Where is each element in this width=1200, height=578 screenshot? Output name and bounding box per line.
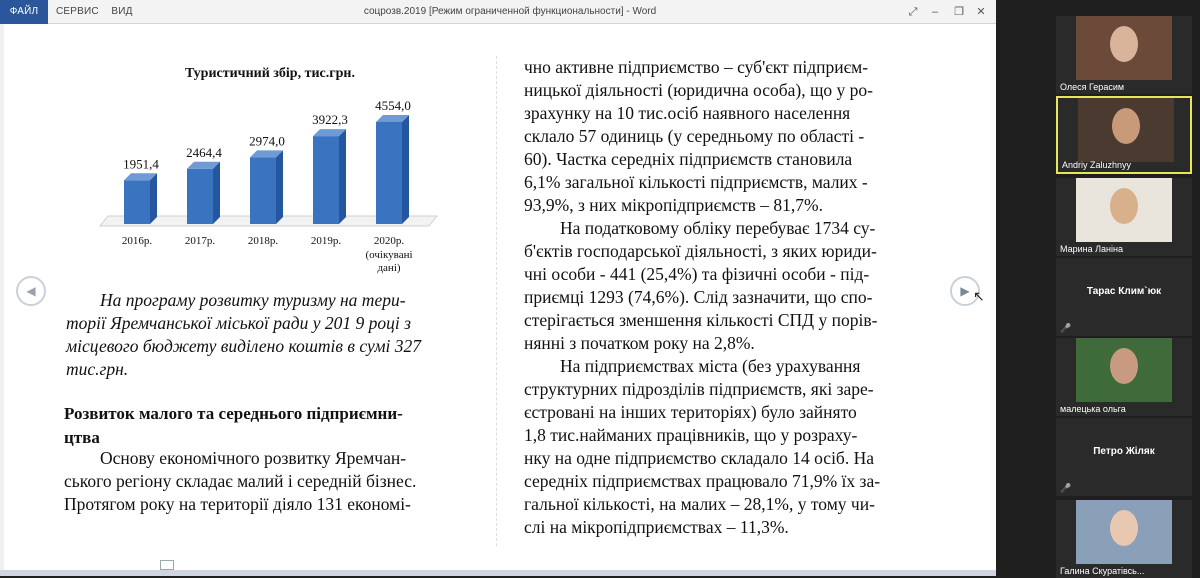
chart-category-label: 2019р. [310,235,342,247]
menu-file[interactable]: ФАЙЛ [0,0,48,24]
participant-name: малецька ольга [1060,404,1126,414]
body-line: середніх підприємствах працювало 71,9% їх за- [524,471,881,491]
chart-value-label: 4554,0 [375,97,411,113]
chart-value-label: 1951,4 [123,156,159,172]
participant-tile[interactable] [1056,16,1192,94]
chart-category-label: 2020р. [373,235,405,247]
chart-value-label: 2974,0 [249,133,285,149]
menu-service[interactable]: СЕРВИС [56,6,99,17]
body-line: слі на мікропідприємствах – 11,3%. [524,517,789,537]
italic-paragraph [66,289,476,381]
body-line: структурних підрозділів підприємств, які заре- [524,379,874,399]
participants-panel [996,0,1200,576]
body-line: На податковому обліку перебуває 1734 су- [560,218,876,238]
body-line: Протягом року на території діяло 131 економі- [64,494,411,514]
participant-name: Галина Скуратівсь... [1060,566,1145,576]
participant-name: Марина Ланіна [1060,244,1123,254]
right-body-text [524,56,936,539]
page-divider [496,56,497,546]
participant-tile[interactable] [1056,500,1192,578]
body-line: чно активне підприємство – суб'єкт підприєм- [524,57,869,77]
body-line: б'єктів господарської діяльності, з яких юриди- [524,241,877,261]
heading-line: Розвиток малого та середнього підприємни- [64,404,403,423]
body-line: приємці 1293 (74,6%). Слід зазначити, що спо- [524,287,873,307]
participant-face [1110,26,1138,62]
page-indicator-icon [160,560,174,570]
participant-video [1076,500,1172,564]
mic-muted-icon: 🎤 [1060,483,1072,493]
mouse-cursor-icon: ↖ [973,288,985,304]
participant-tile[interactable] [1056,96,1192,174]
previous-page-icon[interactable]: ◀ [16,276,46,306]
close-icon[interactable]: ✕ [976,6,986,18]
body-line: чні особи - 441 (25,4%) та фізичні особи - під- [524,264,870,284]
menu-view[interactable]: ВИД [111,6,133,17]
heading-line: цтва [64,428,100,447]
body-line: зрахунку на 10 тис.осіб наявного населення [524,103,851,123]
participant-name: Тарас Клим`юк [1086,286,1162,297]
mic-muted-icon: 🎤 [1060,323,1072,333]
chart-bar [187,162,220,224]
participant-tile[interactable] [1056,178,1192,256]
italic-line: На програму розвитку туризму на тери- [100,290,406,310]
participant-face [1112,108,1140,144]
participant-name: Олеся Герасим [1060,82,1125,92]
italic-line: місцевого бюджету виділено коштів в сумі 327 [66,336,421,356]
body-line: 6,1% загальної кількості підприємств, малих - [524,172,868,192]
left-body-text [64,447,474,516]
body-line: На підприємствах міста (без урахування [560,356,861,376]
body-line: склало 57 одиниць (у середньому по області - [524,126,865,146]
chart-bar [124,173,157,224]
chart-category-label: 2016р. [121,235,153,247]
participant-tile[interactable] [1056,418,1192,496]
fullscreen-icon[interactable]: ⤢ [908,6,918,18]
document-title: соцрозв.2019 [Режим ограниченной функциональности] - Word [363,6,657,17]
italic-line: тис.грн. [66,359,129,379]
chart-category-note: (очікувані дані) [365,249,413,274]
body-line: Основу економічного розвитку Яремчан- [100,448,407,468]
participant-video [1076,178,1172,242]
menu-bar [0,0,996,24]
body-line: нянні з початком року на 2,8%. [524,333,755,353]
chart-value-label: 2464,4 [186,144,222,160]
chart-category-label: 2018р. [247,235,279,247]
body-line: 1,8 тис.найманих працівників, що у розраху- [524,425,858,445]
chart-category-label: 2017р. [184,235,216,247]
participant-tile[interactable] [1056,258,1192,336]
body-line: єстровані на інших територіях) було зайнято [524,402,857,422]
chart-bar [376,115,409,224]
participant-name: Andriy Zaluzhnyy [1062,160,1132,170]
bar-chart [90,80,450,280]
participant-tile[interactable] [1056,338,1192,416]
chart-title: Туристичний збір, тис.грн. [185,66,355,81]
italic-line: торії Яремчанської міської ради у 201 9 році з [66,313,411,333]
body-line: гальної кількості, на малих – 28,1%, у тому чи- [524,494,875,514]
participant-face [1110,510,1138,546]
chart-bar [313,129,346,224]
participant-name: Петро Жіляк [1093,446,1155,457]
participant-video [1078,98,1174,162]
body-line: нку на одне підприємство складало 14 осіб. На [524,448,874,468]
chart-value-label: 3922,3 [312,112,348,128]
body-line: ницької діяльності (юридична особа), що у ро- [524,80,874,100]
chart-bar [250,150,283,224]
participant-face [1110,348,1138,384]
minimize-icon[interactable]: – [931,6,939,18]
participant-video [1076,16,1172,80]
body-line: ського регіону складає малий і середній бізнес. [64,471,417,491]
restore-icon[interactable]: ❐ [954,6,964,18]
body-line: 93,9%, з них мікропідприємств – 81,7%. [524,195,823,215]
participant-face [1110,188,1138,224]
section-heading [64,402,484,450]
status-strip [0,570,996,576]
participant-video [1076,338,1172,402]
body-line: 60). Частка середніх підприємств становила [524,149,853,169]
next-page-icon[interactable]: ▶ [950,276,980,306]
body-line: стерігається зменшення кількості СПД у порів- [524,310,878,330]
